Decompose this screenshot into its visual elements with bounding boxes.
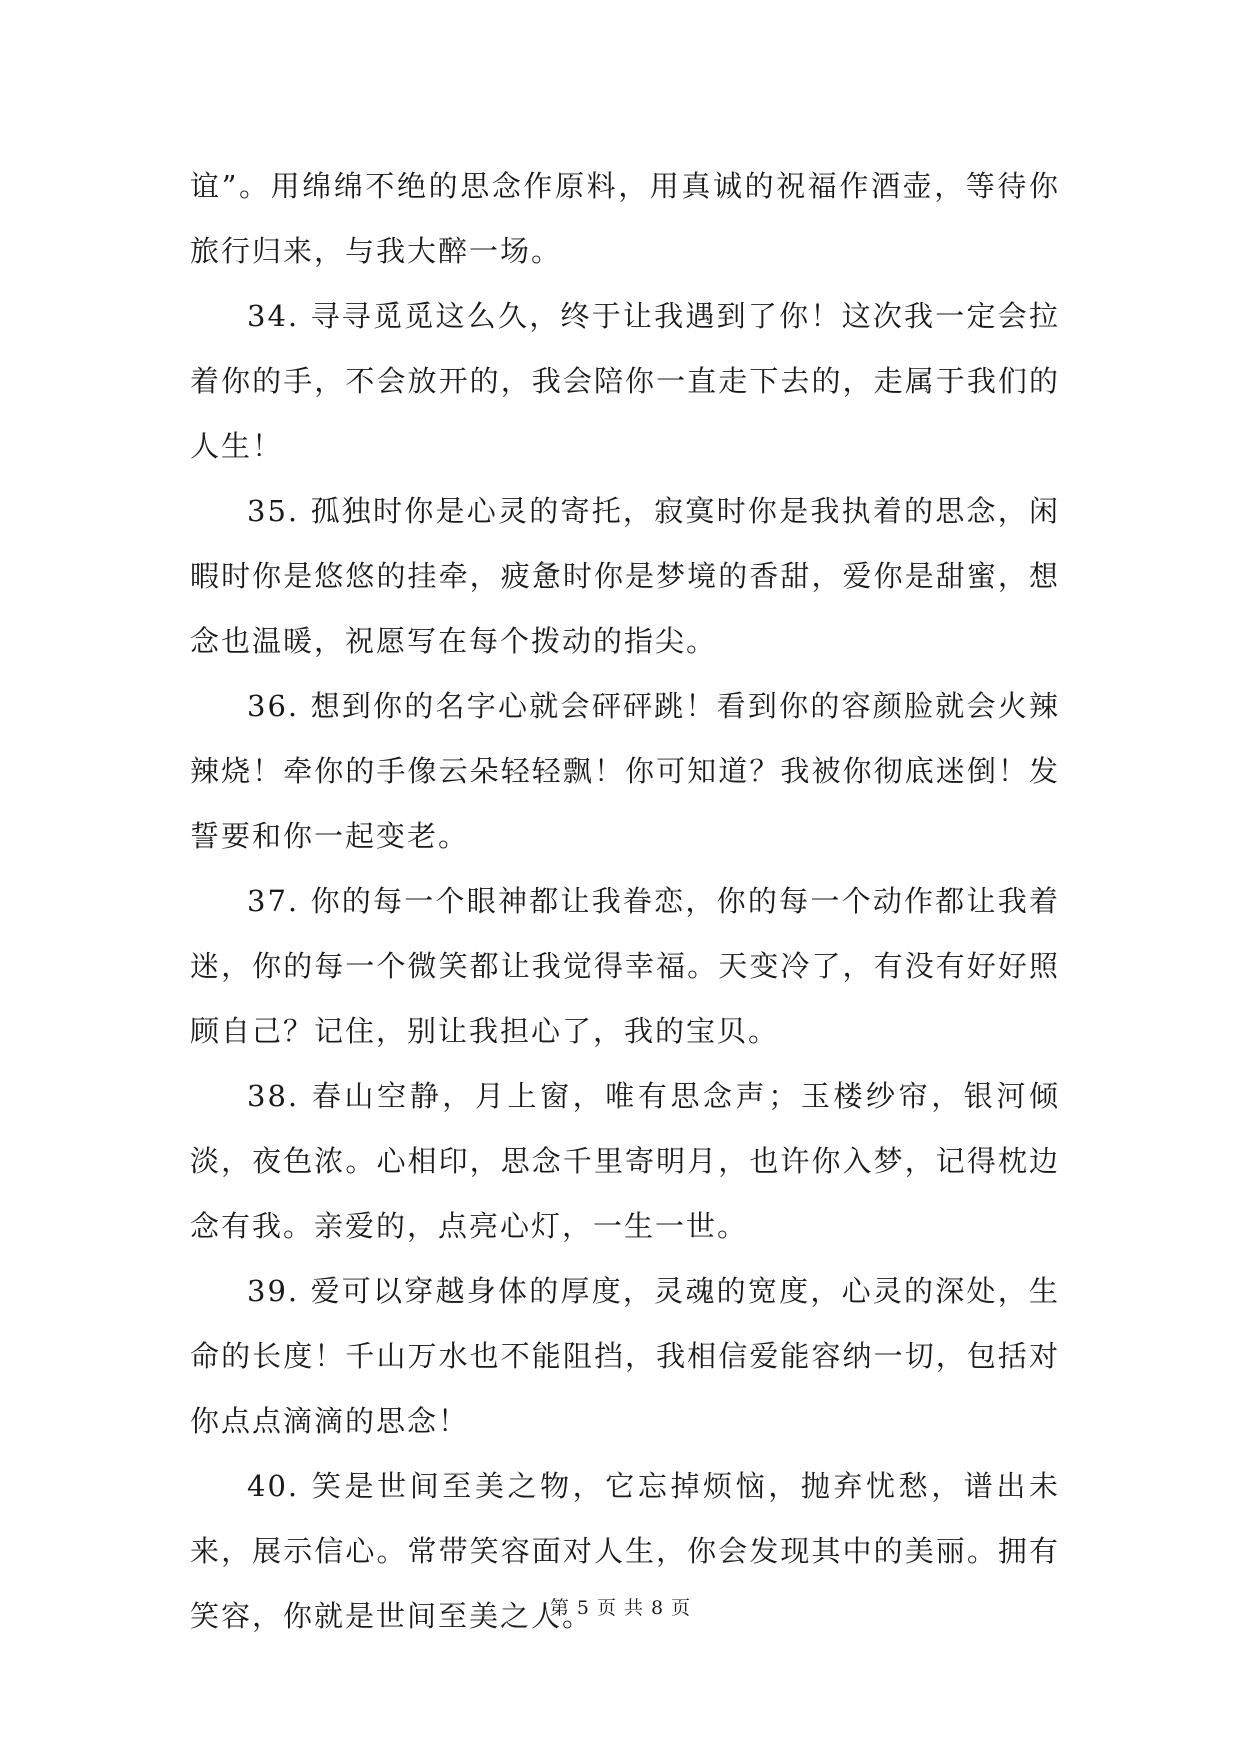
paragraph-34: 34. 寻寻觅觅这么久，终于让我遇到了你！这次我一定会拉着你的手，不会放开的，我会陪你一直走下去的，走属于我们的人生！ [190,299,1060,463]
paragraph-37: 37. 你的每一个眼神都让我眷恋，你的每一个动作都让我着迷，你的每一个微笑都让我觉得幸福。天变冷了，有没有好好照顾自己？记住，别让我担心了，我的宝贝。 [190,884,1060,1048]
paragraph-38: 38. 春山空静，月上窗，唯有思念声；玉楼纱帘，银河倾淡，夜色浓。心相印，思念千里寄明月，也许你入梦，记得枕边念有我。亲爱的，点亮心灯，一生一世。 [190,1079,1060,1243]
paragraph-36: 36. 想到你的名字心就会砰砰跳！看到你的容颜脸就会火辣辣烧！牵你的手像云朵轻轻飘！你可知道？我被你彻底迷倒！发誓要和你一起变老。 [190,689,1060,853]
page-footer: 第 5 页 共 8 页 [549,1597,692,1619]
paragraph-39: 39. 爱可以穿越身体的厚度，灵魂的宽度，心灵的深处，生命的长度！千山万水也不能阻挡，我相信爱能容纳一切，包括对你点点滴滴的思念！ [190,1274,1060,1438]
paragraph-35: 35. 孤独时你是心灵的寄托，寂寞时你是我执着的思念，闲暇时你是悠悠的挂牵，疲惫时你是梦境的香甜，爱你是甜蜜，想念也温暖，祝愿写在每个拨动的指尖。 [190,494,1060,658]
paragraph-continued: 谊”。用绵绵不绝的思念作原料，用真诚的祝福作酒壶，等待你旅行归来，与我大醉一场。 [190,169,1060,268]
document-body [190,154,1060,1649]
paragraph-40: 40. 笑是世间至美之物，它忘掉烦恼，抛弃忧愁，谱出未来，展示信心。常带笑容面对人生，你会发现其中的美丽。拥有笑容，你就是世间至美之人。 [190,1469,1060,1633]
